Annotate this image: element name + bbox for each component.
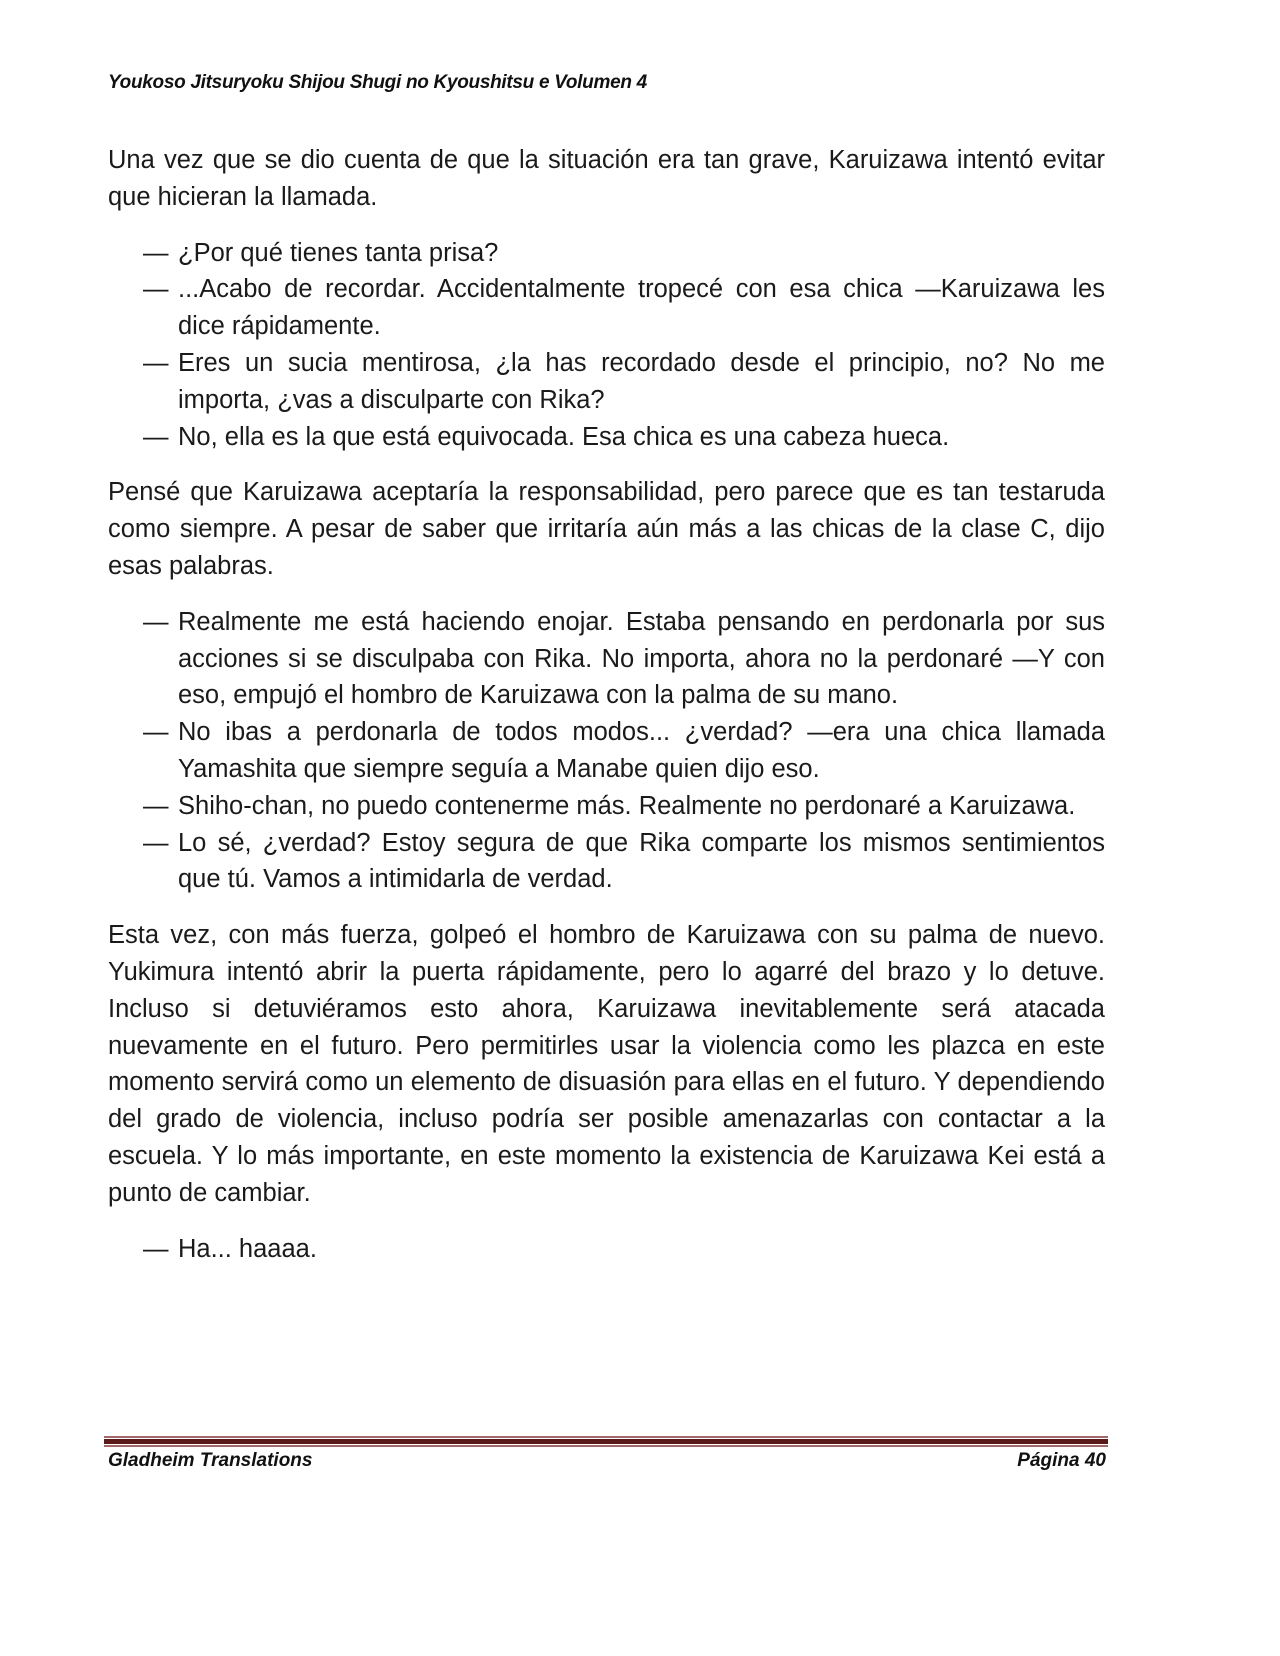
paragraph: Esta vez, con más fuerza, golpeó el hombro de Karuizawa con su palma de nuevo. Yukimura intentó abrir la puerta rápidamente, pero lo agarré del brazo y lo detuve. Incluso si detuviéramos esto ahora, Karuizawa inevitablemente será atacada nuevamente en el futuro. Pero permitirles usar la violencia como les plazca en este momento servirá como un elemento de disuasión para ellas en el futuro. Y dependiendo del grado de violencia, incluso podría ser posible amenazarlas con contactar a la escuela. Y lo más importante, en este momento la existencia de Karuizawa Kei está a punto de cambiar. xyxy=(108,921,1105,1207)
page-number: Página 40 xyxy=(1017,1450,1106,1471)
dash: — xyxy=(143,275,169,304)
dash: — xyxy=(143,718,169,747)
dialogue-text: No ibas a perdonarla de todos modos... ¿verdad? —era una chica llamada Yamashita que siempre seguía a Manabe quien dijo eso. xyxy=(178,718,1105,783)
footer-publisher: Gladheim Translations xyxy=(108,1450,313,1471)
paragraph: Pensé que Karuizawa aceptaría la responsabilidad, pero parece que es tan testaruda como siempre. A pesar de saber que irritaría aún más a las chicas de la clase C, dijo esas palabras. xyxy=(108,478,1105,580)
dialogue-text: No, ella es la que está equivocada. Esa chica es una cabeza hueca. xyxy=(178,422,950,451)
dialogue-line xyxy=(108,788,1105,825)
running-header: Youkoso Jitsuryoku Shijou Shugi no Kyoushitsu e Volumen 4 xyxy=(108,72,647,93)
dialogue-text: Shiho-chan, no puedo contenerme más. Realmente no perdonaré a Karuizawa. xyxy=(178,791,1076,820)
dash: — xyxy=(143,607,169,636)
paragraph: Una vez que se dio cuenta de que la situación era tan grave, Karuizawa intentó evitar que hicieran la llamada. xyxy=(108,146,1105,211)
dialogue-line xyxy=(108,345,1105,419)
dialogue-block xyxy=(108,1231,1105,1268)
dialogue-text: ¿Por qué tienes tanta prisa? xyxy=(178,238,499,267)
dash: — xyxy=(143,828,169,857)
dialogue-line xyxy=(108,604,1105,714)
dash: — xyxy=(143,422,169,451)
dash: — xyxy=(143,791,169,820)
dialogue-line xyxy=(108,1231,1105,1268)
dialogue-text: Ha... haaaa. xyxy=(178,1234,317,1263)
dialogue-line xyxy=(108,419,1105,456)
dash: — xyxy=(143,348,169,377)
dialogue-text: Eres un sucia mentirosa, ¿la has recordado desde el principio, no? No me importa, ¿vas a disculparte con Rika? xyxy=(178,348,1105,414)
dialogue-line xyxy=(108,271,1105,345)
dash: — xyxy=(143,1234,169,1263)
footer-rule xyxy=(104,1436,1108,1447)
page-body xyxy=(108,142,1105,1286)
dash: — xyxy=(143,238,169,267)
dialogue-text: ...Acabo de recordar. Accidentalmente tropecé con esa chica —Karuizawa les dice rápidamente. xyxy=(178,275,1105,341)
dialogue-block xyxy=(108,604,1105,898)
dialogue-line xyxy=(108,714,1105,788)
dialogue-text: Realmente me está haciendo enojar. Estaba pensando en perdonarla por sus acciones si se disculpaba con Rika. No importa, ahora no la perdonaré —Y con eso, empujó el hombro de Karuizawa con la palma de su mano. xyxy=(178,607,1105,710)
dialogue-line xyxy=(108,825,1105,899)
dialogue-block xyxy=(108,235,1105,456)
dialogue-line xyxy=(108,235,1105,272)
dialogue-text: Lo sé, ¿verdad? Estoy segura de que Rika comparte los mismos sentimientos que tú. Vamos a intimidarla de verdad. xyxy=(178,828,1105,894)
